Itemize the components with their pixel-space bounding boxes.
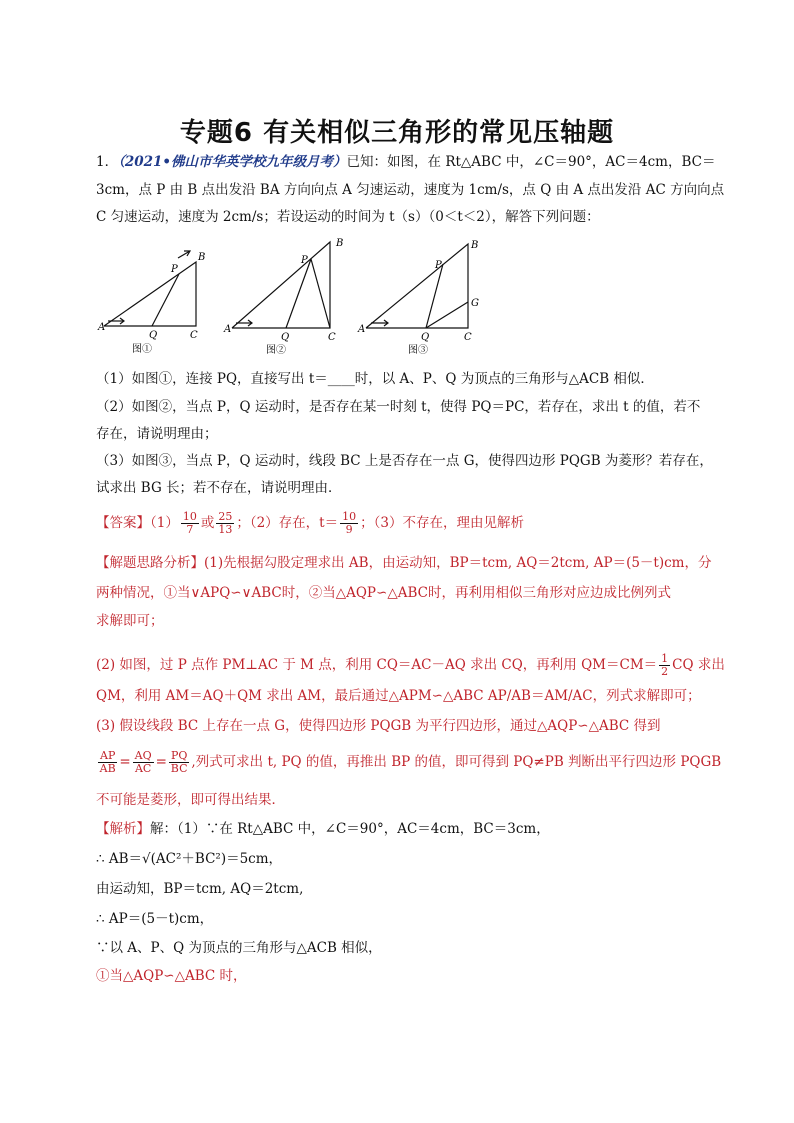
fraction-denominator: 9	[345, 523, 353, 536]
answer-fraction-3	[340, 511, 358, 536]
answer-part-3: ；（3）不存在，理由见解析	[360, 515, 524, 531]
analysis-line-5: QM，利用 AM＝AQ＋QM 求出 AM，最后通过△APM∽△ABC AP/AB＝AM/AC，列式求解即可；	[96, 688, 701, 704]
answer-fraction-2	[216, 511, 234, 536]
fig2-label-A: A	[224, 324, 232, 335]
fraction-denominator: 2	[661, 665, 669, 678]
figure-2	[232, 242, 330, 328]
problem-text-1: 已知：如图，在 Rt△ABC 中，∠C＝90°，AC＝4cm，BC＝	[346, 154, 716, 170]
analysis-text-4b: CQ 求出	[672, 657, 725, 673]
answer-fraction-1	[181, 511, 199, 536]
fig2-label-B: B	[336, 238, 344, 249]
answer-tag: 【答案】	[96, 515, 150, 531]
analysis-fraction-pq-bc	[169, 750, 189, 775]
fraction-numerator: PQ	[170, 749, 188, 762]
answer-part-1: （1）	[150, 515, 179, 531]
figure-1	[104, 251, 196, 326]
problem-line-3: C 匀速运动，速度为 2cm/s；若设运动的时间为 t（s）（0＜t＜2），解答下列问题：	[96, 209, 600, 225]
question-3b: 试求出 BG 长；若不存在，请说明理由．	[96, 480, 342, 496]
analysis-line-8: 不可能是菱形，即可得出结果．	[96, 792, 285, 808]
figures	[96, 236, 516, 360]
question-2a: （2）如图②，当点 P，Q 运动时，是否存在某一时刻 t，使得 PQ＝PC，若存在，求出 t 的值，若不	[96, 399, 701, 415]
fig3-label-C: C	[464, 332, 472, 343]
answer-line	[96, 508, 706, 538]
fraction-numerator: 25	[218, 510, 233, 523]
analysis-fraction-half	[659, 653, 670, 678]
fig2-label-P: P	[301, 255, 308, 266]
fig3-label-P: P	[435, 260, 442, 271]
fig1-label-P: P	[171, 264, 178, 275]
problem-source: （2021•佛山市华英学校九年级月考）	[118, 154, 347, 170]
fraction-denominator: BC	[170, 762, 188, 775]
fraction-numerator: 10	[342, 510, 357, 523]
solution-tag: 【解析】	[96, 821, 150, 837]
analysis-tag: 【解题思路分析】	[96, 555, 204, 571]
solution-line-5: ∵以 A、P、Q 为顶点的三角形与△ACB 相似，	[96, 940, 382, 956]
solution-text-1: 解：（1）∵在 Rt△ABC 中，∠C＝90°，AC＝4cm，BC＝3cm，	[150, 821, 550, 837]
fig3-label-G: G	[471, 298, 479, 309]
fig3-caption: 图③	[408, 345, 428, 356]
fig1-caption: 图①	[132, 344, 152, 355]
fig1-label-B: B	[198, 252, 206, 263]
figure-3	[366, 244, 468, 328]
fig2-label-Q: Q	[281, 332, 290, 343]
analysis-text-1: (1)先根据勾股定理求出 AB，由运动知，BP＝tcm, AQ＝2tcm, AP＝(5－t)cm，分	[204, 555, 712, 571]
fig2-caption: 图②	[266, 345, 286, 356]
analysis-text-7: ,列式可求出 t, PQ 的值，再推出 BP 的值，即可得到 PQ≠PB 判断出平行四边形 PQGB	[191, 754, 722, 770]
fig3-label-A: A	[358, 324, 366, 335]
question-1: （1）如图①，连接 PQ，直接写出 t＝____时，以 A、P、Q 为顶点的三角形与△ACB 相似．	[96, 371, 654, 387]
analysis-line-4	[96, 650, 725, 680]
analysis-line-1	[96, 553, 712, 573]
analysis-line-3: 求解即可；	[96, 613, 164, 629]
fig3-label-B: B	[471, 240, 479, 251]
solution-line-6: ①当△AQP∽△ABC 时，	[96, 968, 247, 984]
analysis-fraction-aq-ac	[133, 750, 154, 775]
fraction-numerator: 10	[182, 510, 197, 523]
fraction-denominator: 7	[186, 523, 194, 536]
problem-line-1	[96, 152, 716, 172]
analysis-line-6: (3) 假设线段 BC 上存在一点 G，使得四边形 PQGB 为平行四边形，通过△AQP∽△ABC 得到	[96, 718, 661, 734]
problem-number: 1．	[96, 154, 119, 170]
problem-line-2: 3cm，点 P 由 B 点出发沿 BA 方向向点 A 匀速运动，速度为 1cm/s，点 Q 由 A 点出发沿 AC 方向向点	[96, 182, 725, 198]
fraction-denominator: AC	[134, 762, 152, 775]
fraction-denominator: 13	[218, 523, 233, 536]
question-2b: 存在，请说明理由；	[96, 426, 218, 442]
analysis-line-2: 两种情况，①当∨APQ∽∨ABC时，②当△AQP∽△ABC时，再利用相似三角形对应边成比例列式	[96, 585, 671, 601]
solution-line-4: ∴ AP＝(5－t)cm，	[96, 911, 214, 927]
question-3a: （3）如图③，当点 P，Q 运动时，线段 BC 上是否存在一点 G，使得四边形 PQGB 为菱形？若存在，	[96, 453, 713, 469]
solution-line-1	[96, 819, 706, 839]
page-title: 专题6 有关相似三角形的常见压轴题	[179, 118, 615, 148]
analysis-line-7: $\frac{AP}{AB}$ = $\frac{AQ}{AC}$ = $\frac{PQ}{BC}$ ,列式可求出 t, PQ 的值，再推出 BP 的值，即可得到 PQ≠PB 判断出平行四边形 PQGB	[99, 749, 722, 775]
solution-line-2: ∴ AB＝√(AC²＋BC²)＝5cm，	[96, 851, 283, 867]
analysis-text-4a: (2) 如图，过 P 点作 PM⊥AC 于 M 点，利用 CQ＝AC－AQ 求出 CQ，再利用 QM＝CM＝	[96, 657, 658, 673]
fraction-numerator: AQ	[134, 749, 152, 762]
fig1-label-Q: Q	[149, 330, 158, 341]
fig1-label-C: C	[190, 330, 198, 341]
fraction-denominator: AB	[99, 762, 116, 775]
solution-line-3: 由运动知，BP＝tcm, AQ＝2tcm,	[96, 881, 304, 897]
analysis-fraction-ap-ab	[98, 750, 117, 775]
fig1-label-A: A	[98, 322, 106, 333]
fraction-numerator: 1	[661, 652, 669, 665]
fig3-label-Q: Q	[421, 332, 430, 343]
fraction-numerator: AP	[100, 749, 116, 762]
answer-part-2: ；（2）存在，t＝	[236, 515, 339, 531]
answer-or: 或	[200, 515, 215, 531]
fig2-label-C: C	[328, 332, 336, 343]
